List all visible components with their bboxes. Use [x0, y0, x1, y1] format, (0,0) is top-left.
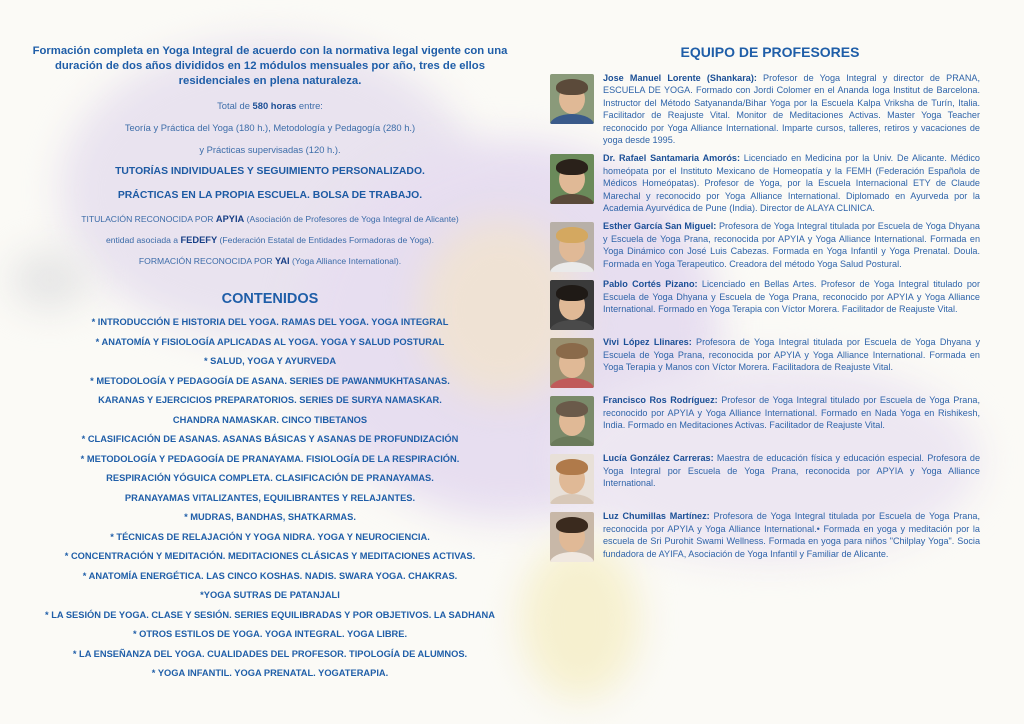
topic-item: * ANATOMÍA ENERGÉTICA. LAS CINCO KOSHAS. NADIS. SWARA YOGA. CHAKRAS. [82, 570, 458, 581]
professor-photo [550, 338, 594, 388]
professor-name: Vivi López Llinares: [603, 337, 692, 348]
professor-bio: Jose Manuel Lorente (Shankara): Profesor de Yoga Integral y director de PRANA, ESCUELA DE YOGA. Formado con Jordi Colomer en el Ananda Ioga Institut de Barcelona. Instructor del Método Satyananda/Bihar Yoga por la Escuela Kalpa Vriksha de Turín, Italia. Facilitador de Reajuste Vital. Monitor de Meditaciones Activas. Master Yoga Teacher reconocido por Yoga Alliance International. Imparte cursos, talleres, retiros y vacaciones de yoga desde 1995. [603, 73, 980, 146]
professor-entry [550, 220, 980, 272]
professor-name: Lucía González Carreras: [603, 453, 714, 464]
professor-bio: Vivi López Llinares: Profesora de Yoga Integral titulada por Escuela de Yoga Dhyana y Escuela de Yoga Prana, reconocida por APYIA y Yoga Alliance International. Formada en Yoga Terapia y Manos con Víctor Morera. Facilitadora de Reajuste Vital. [603, 337, 980, 373]
professor-bio: Pablo Cortés Pizano: Licenciado en Bellas Artes. Profesor de Yoga Integral titulado por Escuela de Yoga Dhyana y Escuela de Yoga Prana, reconocido por APYIA y Yoga Alliance International. Formado en Yoga Terapia con Víctor Morera. Facilitador de Reajuste Vital. [603, 279, 980, 315]
topic-item: * TÉCNICAS DE RELAJACIÓN Y YOGA NIDRA. YOGA Y NEUROCIENCIA. [110, 531, 430, 542]
professor-bio: Luz Chumillas Martínez: Profesora de Yoga Integral titulada por Escuela de Yoga Prana, reconocida por APYIA y Yoga Alliance International.• Formada en yoga y meditación por la escuela de Sri Purohit Swami Wellness. Formada en yoga para niños "Chilplay Yoga". Socia fundadora de AYIFA, Asociación de Yoga Infantil y Familiar de Alicante. [603, 511, 980, 559]
professor-photo [550, 154, 594, 204]
professor-entry [550, 278, 980, 330]
topic-item: * YOGA INFANTIL. YOGA PRENATAL. YOGATERAPIA. [151, 668, 389, 678]
professor-photo [550, 454, 594, 504]
certification-fedefy: entidad asociada a FEDEFY (Federación Estatal de Entidades Formadoras de Yoga). [105, 235, 435, 245]
tutoring-highlight: TUTORÍAS INDIVIDUALES Y SEGUIMIENTO PERSONALIZADO. [115, 166, 425, 177]
practice-highlight: PRÁCTICAS EN LA PROPIA ESCUELA. BOLSA DE TRABAJO. [117, 190, 423, 201]
topic-item: RESPIRACIÓN YÓGUICA COMPLETA. CLASIFICACIÓN DE PRANAYAMAS. [106, 473, 434, 483]
professor-name: Esther García San Miguel: [603, 221, 717, 232]
professor-photo [550, 396, 594, 446]
topic-item: CHANDRA NAMASKAR. CINCO TIBETANOS [172, 414, 368, 425]
topic-item: *YOGA SUTRAS DE PATANJALI [200, 590, 340, 600]
total-hours: 580 horas [252, 100, 297, 111]
certification-yai: FORMACIÓN RECONOCIDA POR YAI (Yoga Alliance International). [138, 256, 402, 266]
topic-item: PRANAYAMAS VITALIZANTES, EQUILIBRANTES Y RELAJANTES. [124, 492, 416, 503]
professor-name: Jose Manuel Lorente (Shankara): [603, 73, 757, 83]
topic-item: * LA ENSEÑANZA DEL YOGA. CUALIDADES DEL PROFESOR. TIPOLOGÍA DE ALUMNOS. [72, 648, 468, 659]
topic-item: * SALUD, YOGA Y AYURVEDA [203, 356, 337, 366]
teachers-heading: EQUIPO DE PROFESORES [680, 44, 860, 60]
topic-item: KARANAS Y EJERCICIOS PREPARATORIOS. SERIES DE SURYA NAMASKAR. [98, 395, 442, 405]
topic-item: * LA SESIÓN DE YOGA. CLASE Y SESIÓN. SERIES EQUILIBRADAS Y POR OBJETIVOS. LA SADHANA [45, 609, 495, 620]
training-info-column [30, 44, 510, 687]
professor-bio: Francisco Ros Rodríguez: Profesor de Yoga Integral titulado por Escuela de Yoga Prana, reconocido por APYIA y Yoga Alliance International. Formado en Nada Yoga en Rishikesh, India. Formado en Meditaciones Activas. Facilitador de Reajuste Vital. [603, 395, 980, 431]
topic-item: * ANATOMÍA Y FISIOLOGÍA APLICADAS AL YOGA. YOGA Y SALUD POSTURAL [95, 336, 445, 347]
topic-item: * MUDRAS, BANDHAS, SHATKARMAS. [184, 512, 356, 522]
intro-text: Formación completa en Yoga Integral de acuerdo con la normativa legal vigente con una duración de dos años divididos en 12 módulos mensuales por año, tres de ellos residenciales en plena naturaleza. [32, 45, 508, 87]
professor-entry [550, 152, 980, 214]
topic-item: * METODOLOGÍA Y PEDAGOGÍA DE PRANAYAMA. FISIOLOGÍA DE LA RESPIRACIÓN. [80, 453, 460, 464]
professor-photo [550, 74, 594, 124]
topics-list [30, 316, 510, 680]
hours-practice: y Prácticas supervisadas (120 h.). [199, 144, 341, 155]
professor-bio: Esther García San Miguel: Profesora de Yoga Integral titulada por Escuela de Yoga Dhyana y Escuela de Yoga Prana, reconocida por APYIA y Yoga Alliance International. Formada en Yoga Dinámico con José Luis Cabezas. Formada en Yoga Infantil y Yoga Prenatal. Doula. Formada en Yoga Terapeutico. Creadora del método Yoga Salud Postural. [603, 221, 980, 269]
certification-apyia: TITULACIÓN RECONOCIDA POR APYIA (Asociación de Profesores de Yoga Integral de Alicante) [81, 214, 459, 224]
topic-item: * CONCENTRACIÓN Y MEDITACIÓN. MEDITACIONES CLÁSICAS Y MEDITACIONES ACTIVAS. [64, 551, 476, 561]
professor-photo [550, 222, 594, 272]
professor-entry [550, 394, 980, 446]
topic-item: * INTRODUCCIÓN E HISTORIA DEL YOGA. RAMAS DEL YOGA. YOGA INTEGRAL [91, 317, 449, 327]
professor-name: Luz Chumillas Martínez: [603, 511, 710, 522]
topic-item: * OTROS ESTILOS DE YOGA. YOGA INTEGRAL. YOGA LIBRE. [132, 629, 408, 639]
contenidos-heading: CONTENIDOS [221, 291, 319, 307]
topic-item: * CLASIFICACIÓN DE ASANAS. ASANAS BÁSICAS Y ASANAS DE PROFUNDIZACIÓN [81, 434, 459, 444]
professor-bio: Dr. Rafael Santamaria Amorós: Licenciado en Medicina por la Univ. De Alicante. Médico homeópata por el Instituto Mexicano de Homeopatía y la FEMH (Federación Española de Médicos Homeópatas). Profesor de Yoga, por la Escuela Internacional ETY de Claude Marechal y reconocido por Yoga Alliance International. Diplomado en Ayurveda por la Academia Ayurvédica de Pune (India). Director de ALAYA CLINICA. [603, 153, 980, 214]
professor-name: Dr. Rafael Santamaria Amorós: [603, 153, 740, 164]
professor-bio: Lucía González Carreras: Maestra de educación física y educación especial. Profesora de Yoga Integral por Escuela de Yoga Prana, reconocida por APYIA y Yoga Alliance International. [603, 453, 980, 489]
teachers-column [550, 44, 980, 568]
professor-name: Francisco Ros Rodríguez: [603, 395, 718, 406]
hours-breakdown: Teoría y Práctica del Yoga (180 h.), Metodología y Pedagogía (280 h.) [124, 122, 416, 133]
hours-line: Total de 580 horas entre: [217, 100, 323, 111]
topic-item: * METODOLOGÍA Y PEDAGOGÍA DE ASANA. SERIES DE PAWANMUKHTASANAS. [90, 375, 450, 386]
professor-entry [550, 452, 980, 504]
professor-name: Pablo Cortés Pizano: [603, 279, 698, 290]
professor-entry [550, 72, 980, 146]
professor-entry [550, 510, 980, 562]
professor-photo [550, 512, 594, 562]
professor-photo [550, 280, 594, 330]
professor-entry [550, 336, 980, 388]
